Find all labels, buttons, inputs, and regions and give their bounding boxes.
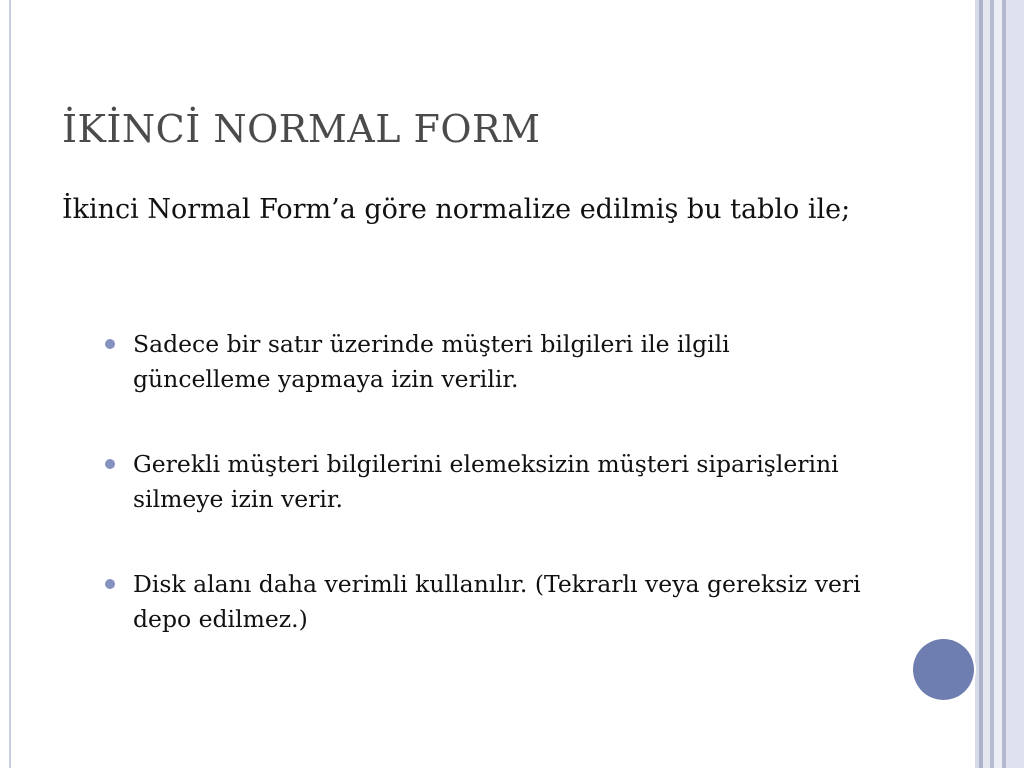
bullet-dot-icon xyxy=(105,459,115,469)
bullet-dot-icon xyxy=(105,579,115,589)
decorative-circle xyxy=(913,639,974,700)
bullet-list xyxy=(105,327,865,687)
slide-title: İKİNCİ NORMAL FORM xyxy=(62,107,541,151)
bullet-item xyxy=(105,327,865,397)
bullet-text: Gerekli müşteri bilgilerini elemeksizin müşteri siparişlerini silmeye izin verir. xyxy=(133,450,839,513)
right-border-band xyxy=(1006,0,1024,768)
bullet-item xyxy=(105,567,865,637)
bullet-text: Disk alanı daha verimli kullanılır. (Tekrarlı veya gereksiz veri depo edilmez.) xyxy=(133,570,861,633)
right-border-band xyxy=(983,0,990,768)
left-border-line xyxy=(9,0,11,768)
slide-intro: İkinci Normal Form’a göre normalize edilmiş bu tablo ile; xyxy=(62,194,851,225)
right-border-band xyxy=(994,0,1002,768)
bullet-dot-icon xyxy=(105,339,115,349)
bullet-text: Sadece bir satır üzerinde müşteri bilgileri ile ilgili güncelleme yapmaya izin verilir. xyxy=(133,330,730,393)
bullet-item xyxy=(105,447,865,517)
